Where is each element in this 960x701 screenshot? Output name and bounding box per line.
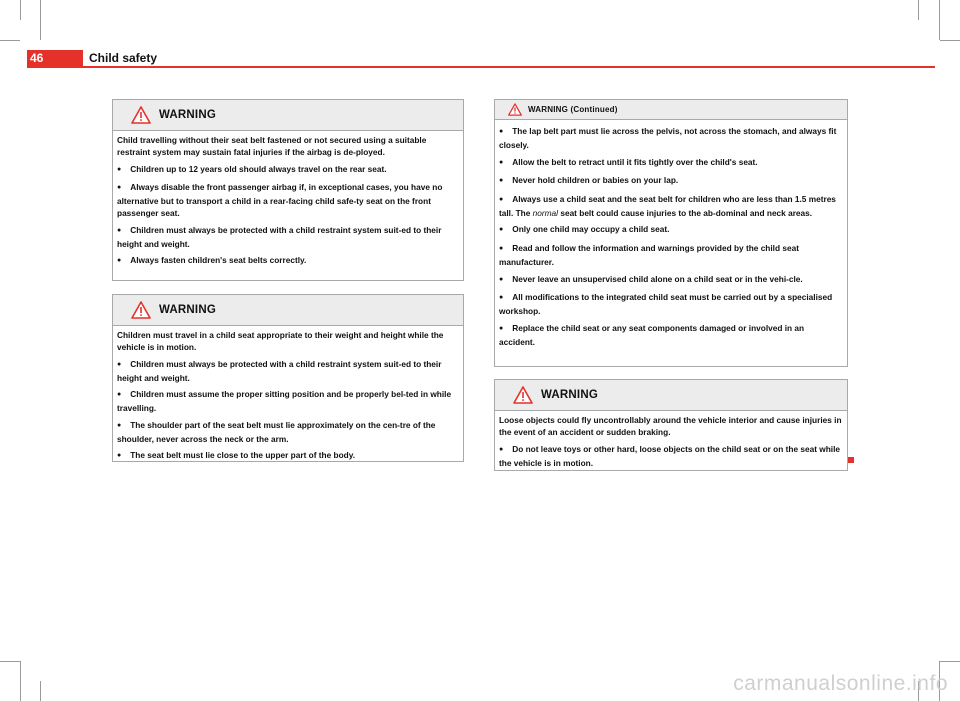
warning-bullet: ● Always fasten children's seat belts correctly. [117,254,458,268]
warning-bullet: ● Children must assume the proper sitting position and be properly bel-ted in while travelling. [117,388,458,414]
crop-mark [940,661,960,662]
warning-intro: Children must travel in a child seat appropriate to their weight and height while the vehicle is in motion. [117,330,444,352]
crop-mark [20,0,21,20]
warning-bullet: ● Never hold children or babies on your lap. [499,174,842,188]
warning-triangle-icon [508,103,522,116]
warning-intro: Loose objects could fly uncontrollably around the vehicle interior and cause injuries in the event of an accident or sudden braking. [499,415,842,437]
warning-triangle-icon [513,386,533,404]
warning-intro: Child travelling without their seat belt fastened or not secured using a suitable restraint system may sustain fatal injuries if the airbag is de-ployed. [117,135,427,157]
warning-box-child-seat [112,294,464,462]
crop-mark [40,681,41,701]
warning-bullet: ● Children must always be protected with a child restraint system suit-ed to their height and weight. [117,358,458,384]
crop-mark [0,40,20,41]
crop-mark [20,661,21,701]
warning-bullet: ● Never leave an unsupervised child alone on a child seat or in the vehi-cle. [499,273,842,287]
warning-title: WARNING (Continued) [528,105,618,114]
header-rule [27,66,935,68]
warning-bullet: ● Only one child may occupy a child seat. [499,223,842,237]
bullet-text: seat belt could cause injuries to the ab-dominal and neck areas. [558,207,813,218]
warning-bullet: ● Do not leave toys or other hard, loose objects on the child seat or on the seat while the vehicle is in motion. [499,443,842,469]
warning-bullet: ● The seat belt must lie close to the upper part of the body. [117,449,458,463]
crop-mark [0,661,20,662]
warning-bullet: ● Allow the belt to retract until it fits tightly over the child's seat. [499,156,842,170]
warning-bullet: ● Children must always be protected with a child restraint system suit-ed to their height and weight. [117,224,458,250]
warning-body [495,411,847,469]
warning-triangle-icon [131,301,151,319]
warning-bullet: ● Read and follow the information and warnings provided by the child seat manufacturer. [499,242,842,268]
warning-bullet: ● The shoulder part of the seat belt must lie approximately on the cen-tre of the shoulder, never across the neck or the arm. [117,419,458,445]
warning-box-continued [494,99,848,367]
warning-header [113,295,463,326]
crop-mark [940,40,960,41]
warning-bullet: ● Children up to 12 years old should always travel on the rear seat. [117,163,458,177]
warning-title: WARNING [159,304,216,316]
section-end-marker [848,457,854,463]
warning-box-loose-objects [494,379,848,471]
emphasis-text: normal [532,207,559,218]
warning-header [113,100,463,131]
warning-body [113,131,463,268]
warning-bullet: ● Replace the child seat or any seat components damaged or involved in an accident. [499,322,842,348]
warning-triangle-icon [131,106,151,124]
crop-mark [939,0,940,40]
bullet-text: Always use a child seat and the seat belt for children who are less than 1.5 metres tall. The [499,193,836,218]
warning-title: WARNING [541,389,598,401]
warning-bullet: ● All modifications to the integrated child seat must be carried out by a specialised workshop. [499,291,842,317]
crop-mark [918,0,919,20]
warning-bullet-special [499,193,842,219]
warning-title: WARNING [159,109,216,121]
warning-bullet: ● Always disable the front passenger airbag if, in exceptional cases, you have no alternative but to transport a child in a rear-facing child safe-ty seat on the front passenger seat. [117,181,458,219]
warning-bullet: ● The lap belt part must lie across the pelvis, not across the stomach, and always fit closely. [499,125,842,151]
watermark: carmanualsonline.info [733,672,948,695]
warning-body [495,120,847,348]
warning-box-airbag [112,99,464,281]
warning-body [113,326,463,463]
section-title: Child safety [89,51,158,65]
crop-mark [40,0,41,40]
warning-header [495,100,847,120]
warning-header [495,380,847,411]
page-number: 46 [30,51,44,65]
